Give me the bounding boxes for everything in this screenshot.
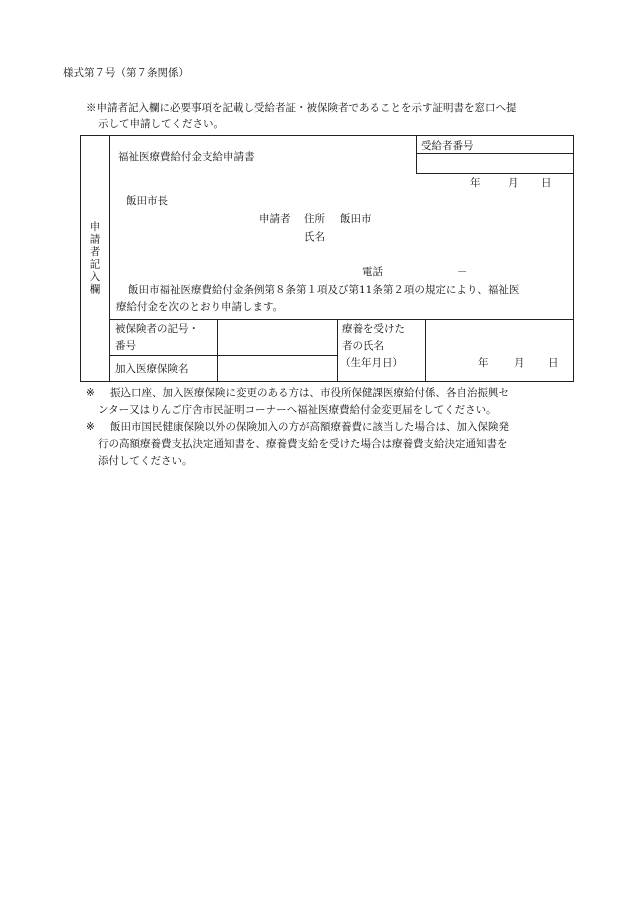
applicant-label: 申請者 xyxy=(259,213,291,225)
birth-day: 日 xyxy=(548,357,559,369)
birth-month: 月 xyxy=(514,357,525,369)
patient-label-3: （生年月日） xyxy=(340,357,403,369)
patient-label-2: 者の氏名 xyxy=(342,340,384,352)
date-year: 年 xyxy=(470,177,481,189)
name-label: 氏名 xyxy=(304,231,325,243)
form-title: 福祉医療費給付金支給申請書 xyxy=(118,151,255,163)
phone-label: 電話 xyxy=(362,266,383,278)
body-line-1: 飯田市福祉医療費給付金条例第８条第１項及び第11条第２項の規定により、福祉医 xyxy=(128,284,520,296)
insured-symbol-label-2: 番号 xyxy=(115,340,136,352)
note-2-line-1: 飯田市国民健康保険以外の保険加入の方が高額療養費に該当した場合は、加入保険発 xyxy=(110,421,509,433)
birth-year: 年 xyxy=(478,357,489,369)
insurance-label: 加入医療保険名 xyxy=(115,363,189,375)
addressee: 飯田市長 xyxy=(126,195,168,207)
patient-label-1: 療養を受けた xyxy=(342,323,405,335)
note-2-mark: ※ xyxy=(86,421,95,433)
date-month: 月 xyxy=(508,177,519,189)
address-label: 住所 xyxy=(304,213,325,225)
recipient-number-label: 受給者番号 xyxy=(421,140,474,152)
address-value[interactable]: 飯田市 xyxy=(340,213,372,225)
form-number: 様式第７号（第７条関係） xyxy=(63,67,189,79)
note-2-line-3: 添付してください。 xyxy=(98,455,193,467)
note-1-line-2: ンター又はりんご庁舎市民証明コーナーへ福祉医療費給付金変更届をしてください。 xyxy=(98,404,497,416)
instruction-line-1: ※申請者記入欄に必要事項を記載し受給者証・被保険者であることを示す証明書を窓口へ提 xyxy=(86,102,517,114)
side-label: 申請者記入欄 xyxy=(88,221,101,296)
note-2-line-2: 行の高額療養費支払決定通知書を、療養費支給を受けた場合は療養費支給決定通知書を xyxy=(98,438,508,450)
phone-dash: － xyxy=(457,266,468,278)
application-form xyxy=(80,135,574,382)
body-line-2: 療給付金を次のとおり申請します。 xyxy=(116,301,284,313)
note-1-mark: ※ xyxy=(86,387,95,399)
instruction-line-2: 示して申請してください。 xyxy=(98,118,224,130)
note-1-line-1: 振込口座、加入医療保険に変更のある方は、市役所保健課医療給付係、各自治振興セ xyxy=(110,387,509,399)
insured-symbol-label-1: 被保険者の記号・ xyxy=(115,323,199,335)
date-day: 日 xyxy=(541,177,552,189)
